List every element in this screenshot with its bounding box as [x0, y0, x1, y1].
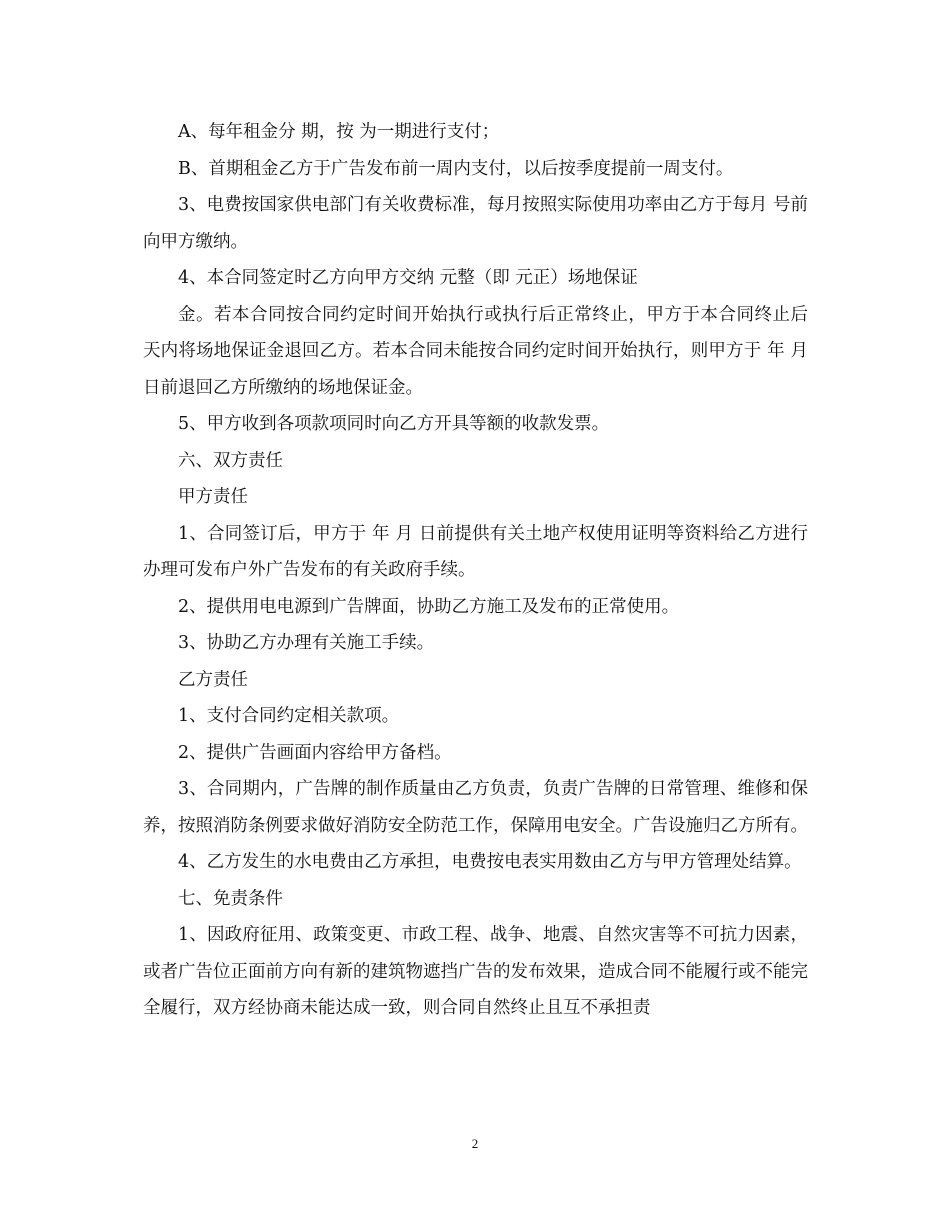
para-deposit-refund: 金。若本合同按合同约定时间开始执行或执行后正常终止，甲方于本合同终止后 天内将场地保证金退回乙方。若本合同未能按合同约定时间开始执行，则甲方于 年 月 日前退回乙方所缴纳的场地保证金。	[143, 304, 808, 398]
para-electricity-fee: 3、电费按国家供电部门有关收费标准，每月按照实际使用功率由乙方于每月 号前向甲方缴纳。	[143, 195, 808, 252]
para-a-1: 1、合同签订后，甲方于 年 月 日前提供有关土地产权使用证明等资料给乙方进行办理可发布户外广告发布的有关政府手续。	[143, 523, 808, 580]
para-b-2: 2、提供广告画面内容给甲方备档。	[178, 742, 452, 763]
document-body	[143, 114, 808, 1027]
page-number: 2	[471, 1136, 479, 1151]
para-b-3: 3、合同期内，广告牌的制作质量由乙方负责，负责广告牌的日常管理、维修和保养，按照消防条例要求做好消防安全防范工作，保障用电安全。广告设施归乙方所有。	[143, 779, 808, 836]
para-a-3: 3、协助乙方办理有关施工手续。	[178, 633, 435, 653]
para-rent-installments: A、每年租金分 期，按 为一期进行支付；	[178, 122, 500, 142]
para-a-2: 2、提供用电电源到广告牌面，协助乙方施工及发布的正常使用。	[178, 596, 680, 617]
para-deposit-intro: 4、本合同签定时乙方向甲方交纳 元整（即 元正）场地保证	[178, 268, 638, 288]
heading-party-b: 乙方责任	[178, 669, 248, 690]
para-invoice: 5、甲方收到各项款项同时向乙方开具等额的收款发票。	[178, 414, 610, 434]
para-exemption-1: 1、因政府征用、政策变更、市政工程、战争、地震、自然灾害等不可抗力因素，或者广告位正面前方向有新的建筑物遮挡广告的发布效果，造成合同不能履行或不能完全履行，双方经协商未能达成一致，则合同自然终止且互不承担责	[143, 925, 808, 1018]
heading-exemption: 七、免责条件	[178, 888, 283, 909]
para-first-rent-payment: B、首期租金乙方于广告发布前一周内支付，以后按季度提前一周支付。	[178, 158, 734, 179]
heading-responsibilities: 六、双方责任	[178, 450, 283, 471]
para-b-4: 4、乙方发生的水电费由乙方承担，电费按电表实用数由乙方与甲方管理处结算。	[178, 852, 802, 872]
para-b-1: 1、支付合同约定相关款项。	[178, 706, 400, 726]
heading-party-a: 甲方责任	[178, 487, 248, 507]
